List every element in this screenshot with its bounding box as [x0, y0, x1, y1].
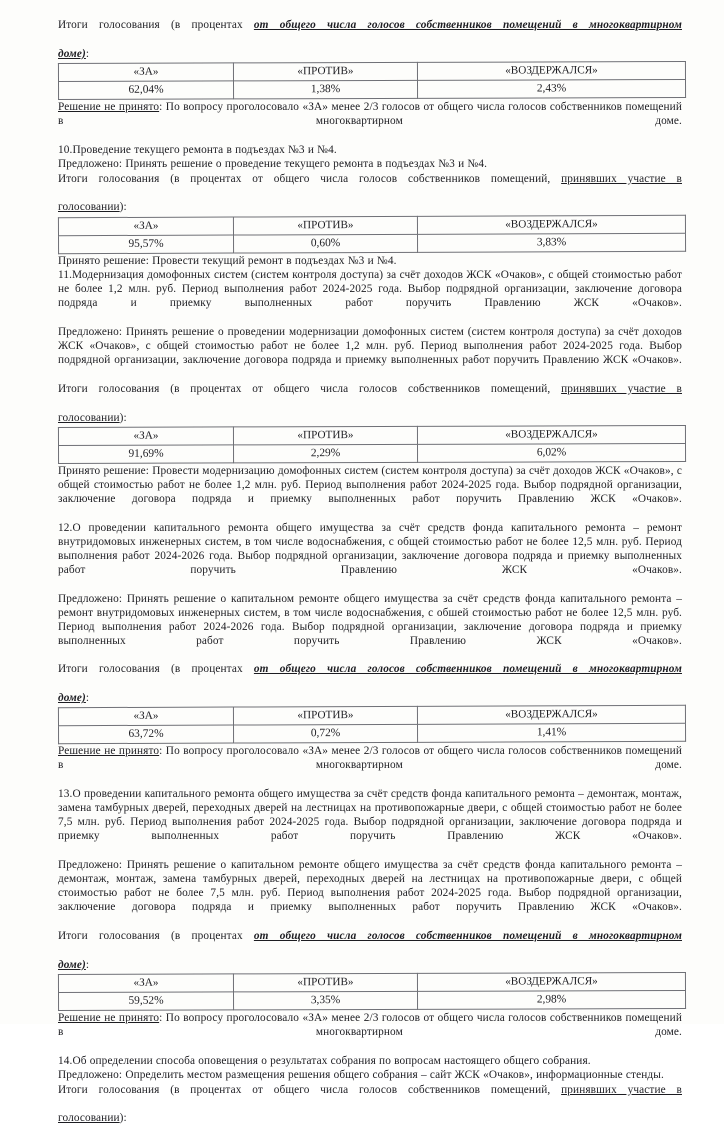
header-for: «ЗА» [58, 217, 233, 236]
value-against: 3,35% [234, 991, 418, 1010]
results-heading-10 [58, 172, 682, 200]
results-emphasis-11: принявших участие в [561, 382, 682, 395]
table-row-header [58, 972, 685, 992]
header-for: «ЗА» [58, 63, 233, 82]
value-for: 59,52% [59, 992, 234, 1011]
agenda-item-13-title [58, 787, 682, 857]
value-against: 1,38% [234, 80, 418, 99]
agenda-item-11-text: Модернизация домофонных систем (систем контроля доступа) за счёт доходов ЖСК «Очаков», с общей стоимостью работ не более 1,2 млн. руб. Период выполнения работ 2024-2025 года. Выбор подрядной организации, заключение договора подряда и приемку выполненных работ поручить Правлению ЖСК «Очаков». [58, 269, 682, 310]
results-emphasis-12: от общего числа голосов собственников помещений в многоквартирном [253, 663, 682, 676]
vote-table [58, 705, 686, 744]
header-abstained: «ВОЗДЕРЖАЛСЯ» [417, 61, 685, 80]
outcome-statement [58, 100, 682, 142]
header-against: «ПРОТИВ» [233, 62, 417, 81]
agenda-item-10-title [58, 143, 682, 157]
outcome-statement [58, 1011, 682, 1053]
outcome-text: : По вопросу проголосовало «ЗА» менее 2/3 голосов от общего числа голосов собственников помещений в многоквартирном доме. [58, 745, 682, 772]
results-emphasis: от общего числа голосов собственников помещений в многоквартирном [253, 19, 682, 31]
results-tail-11: ): [119, 411, 127, 424]
agenda-item-14-number: 14. [58, 1054, 73, 1067]
header-for: «ЗА» [58, 707, 233, 726]
value-abstained: 2,43% [417, 79, 685, 98]
outcome-statement [58, 254, 682, 268]
header-for: «ЗА» [58, 974, 233, 993]
results-prefix-13: Итоги голосования (в процентах [58, 929, 254, 942]
results-heading-11 [58, 382, 682, 410]
results-emphasis-10: принявших участие в [561, 172, 682, 185]
header-against: «ПРОТИВ» [233, 707, 417, 726]
agenda-item-13-number: 13. [58, 788, 73, 801]
header-against: «ПРОТИВ» [233, 973, 417, 992]
agenda-item-11-title [58, 268, 682, 324]
agenda-item-13-text: О проведении капитального ремонта общего имущества за счёт средств фонда капитального ремонта – демонтаж, монтаж, замена тамбурных дверей, переходных дверей на лестницах на противопожарные двери, с общей стоимостью работ не более 7,5 млн. руб. Период выполнения работ 2024-2025 года. Выбор подрядной организации, заключение договора подряда и приемку выполненных работ поручить Правлению ЖСК «Очаков». [58, 788, 682, 843]
results-tail-12: : [85, 692, 90, 705]
outcome-text: : По вопросу проголосовало «ЗА» менее 2/3 голосов от общего числа голосов собственников помещений в многоквартирном доме. [58, 100, 682, 127]
header-against: «ПРОТИВ» [233, 216, 417, 235]
value-against: 0,60% [234, 234, 418, 253]
table-row-values [59, 233, 686, 253]
results-heading-11-line2 [58, 411, 682, 425]
agenda-item-14-proposal [58, 1068, 682, 1082]
proposed-text-11: : Принять решение о проведении модернизации домофонных систем (систем контроля доступа) за счёт доходов ЖСК «Очаков», с общей стоимостью работ не более 1,2 млн. руб. Период выполнения работ 2024-2025 года. Выбор подрядной организации, заключение договора подряда и приемку выполненных работ поручить Правлению ЖСК «Очаков». [58, 326, 682, 367]
results-heading-13-line2 [58, 958, 682, 972]
results-emphasis-13-cont: доме) [58, 958, 86, 971]
results-emphasis-13: от общего числа голосов собственников помещений в многоквартирном [253, 929, 682, 942]
value-against: 2,29% [234, 444, 418, 463]
proposed-text-12: : Принять решение о капитальном ремонте общего имущества за счёт средств фонда капитального ремонта – ремонт внутридомовых инженерных систем, в том числе водоснабжения, с обшей стоимостью работ не более 12,5 млн. руб. Период выполнения работ 2024-2026 года. Выбор подрядной организации, заключение договора подряда и приемку выполненных работ поручить Правлению ЖСК «Очаков». [58, 592, 682, 647]
table-row-header [58, 215, 685, 235]
value-abstained: 2,98% [417, 990, 685, 1009]
vote-table [58, 425, 686, 464]
results-plain-11: Итоги голосования (в процентах от общего числа голосов собственников помещений, [58, 382, 562, 395]
table-row-values [59, 443, 686, 463]
proposed-label-13: Предложено [58, 859, 119, 871]
results-emphasis-12-cont: доме) [58, 692, 86, 705]
agenda-item-11-proposal [58, 325, 682, 381]
header-for: «ЗА» [58, 427, 233, 446]
outcome-label: Решение не принято [58, 1011, 160, 1024]
table-row-values [59, 724, 686, 744]
results-tail-13: : [85, 958, 90, 971]
results-tail-14: ): [119, 1112, 127, 1125]
proposed-label-12: Предложено [58, 592, 119, 605]
value-against: 0,72% [234, 725, 418, 744]
agenda-item-10-number: 10. [58, 143, 73, 156]
table-row-values [59, 79, 686, 99]
outcome-label: Принято решение [58, 464, 146, 477]
header-abstained: «ВОЗДЕРЖАЛСЯ» [417, 706, 685, 725]
results-emphasis-11-cont: голосовании [58, 411, 120, 424]
agenda-item-13-proposal [58, 858, 682, 928]
results-tail: : [85, 47, 90, 60]
outcome-label: Решение не принято [58, 745, 160, 758]
table-row-values [59, 990, 686, 1010]
header-against: «ПРОТИВ» [233, 426, 417, 445]
outcome-text: : По вопросу проголосовало «ЗА» менее 2/3 голосов от общего числа голосов собственников помещений в многоквартирном доме. [58, 1011, 682, 1038]
value-abstained: 6,02% [417, 443, 685, 462]
results-heading-total [58, 18, 682, 46]
outcome-label: Решение не принято [58, 100, 160, 113]
table-row-header [58, 425, 685, 445]
agenda-item-12-proposal [58, 592, 682, 662]
value-for: 62,04% [59, 81, 234, 100]
header-abstained: «ВОЗДЕРЖАЛСЯ» [417, 215, 685, 234]
agenda-item-12-number: 12. [58, 521, 73, 534]
results-heading-14 [58, 1083, 682, 1111]
results-heading-10-line2 [58, 200, 682, 214]
table-row-header [58, 61, 685, 81]
header-abstained: «ВОЗДЕРЖАЛСЯ» [417, 972, 685, 991]
results-prefix: Итоги голосования (в процентах [58, 19, 254, 31]
outcome-text: : Провести текущий ремонт в подъездах №3 и №4. [145, 254, 397, 267]
value-for: 95,57% [59, 235, 234, 254]
results-heading-total-line2 [58, 47, 682, 61]
results-heading-12-line2 [58, 691, 682, 705]
results-emphasis-cont: доме) [58, 47, 86, 60]
agenda-item-14-title [58, 1054, 682, 1068]
results-heading-14-line2 [58, 1111, 682, 1125]
value-abstained: 1,41% [417, 724, 685, 743]
value-abstained: 3,83% [417, 233, 685, 252]
outcome-text: : Провести модернизацию домофонных систем (систем контроля доступа) за счёт доходов ЖСК «Очаков», с общей стоимостью работ не более 1,2 млн. руб. Период выполнения работ 2024-2025 года. Выбор подрядной организации, заключение договора подряда и приемку выполненных работ поручить Правлению ЖСК «Очаков». [58, 464, 682, 505]
results-heading-13 [58, 929, 682, 957]
proposed-text-10: : Принять решение о проведение текущего ремонта в подъездах №3 и №4. [118, 158, 488, 171]
vote-table [58, 972, 686, 1011]
agenda-item-10-proposal [58, 157, 682, 171]
results-prefix-12: Итоги голосования (в процентах [58, 663, 254, 676]
proposed-label-10: Предложено [58, 158, 119, 171]
results-emphasis-14: принявших участие в [561, 1083, 682, 1096]
proposed-label-11: Предложено [58, 326, 119, 338]
results-tail-10: ): [119, 201, 127, 214]
outcome-label: Принято решение [58, 254, 146, 267]
agenda-item-14-text: Об определении способа оповещения о результатах собрания по вопросам настоящего общего собрания. [72, 1054, 591, 1067]
results-heading-12 [58, 662, 682, 690]
results-emphasis-10-cont: голосовании [58, 201, 120, 214]
results-emphasis-14-cont: голосовании [58, 1112, 120, 1125]
header-abstained: «ВОЗДЕРЖАЛСЯ» [417, 425, 685, 444]
vote-table [58, 214, 686, 253]
results-plain-14: Итоги голосования (в процентах от общего числа голосов собственников помещений, [58, 1083, 562, 1096]
agenda-item-12-title [58, 521, 682, 591]
proposed-label-14: Предложено [58, 1069, 119, 1082]
document-body [58, 18, 682, 1126]
proposed-text-14: : Определить местом размещения решения общего собрания – сайт ЖСК «Очаков», информационные стенды. [118, 1069, 664, 1082]
agenda-item-11-number: 11. [58, 269, 73, 282]
agenda-item-10-text: Проведение текущего ремонта в подъездах №3 и №4. [72, 143, 337, 156]
outcome-statement [58, 464, 682, 520]
value-for: 63,72% [59, 725, 234, 744]
outcome-statement [58, 744, 682, 786]
vote-table [58, 61, 686, 100]
results-plain-10: Итоги голосования (в процентах от общего числа голосов собственников помещений, [58, 172, 562, 185]
agenda-item-12-text: О проведении капитального ремонта общего имущества за счёт средств фонда капитального ремонта – ремонт внутридомовых инженерных систем, в том числе водоснабжения, с общей стоимостью работ не более 12,5 млн. руб. Период выполнения работ 2024-2026 года. Выбор подрядной организации, заключение договора подряда и приемку выполненных работ поручить Правлению ЖСК «Очаков». [58, 521, 682, 576]
proposed-text-13: : Принять решение о капитальном ремонте общего имущества за счёт средств фонда капитального ремонта – демонтаж, монтаж, замена тамбурных дверей, переходных дверей на лестницах на противопожарные двери, с общей стоимостью работ не более 7,5 млн. руб. Период выполнения работ 2024-2025 года. Выбор подрядной организации, заключение договора подряда и приемку выполненных работ поручить Правлению ЖСК «Очаков». [58, 859, 682, 914]
value-for: 91,69% [59, 445, 234, 464]
